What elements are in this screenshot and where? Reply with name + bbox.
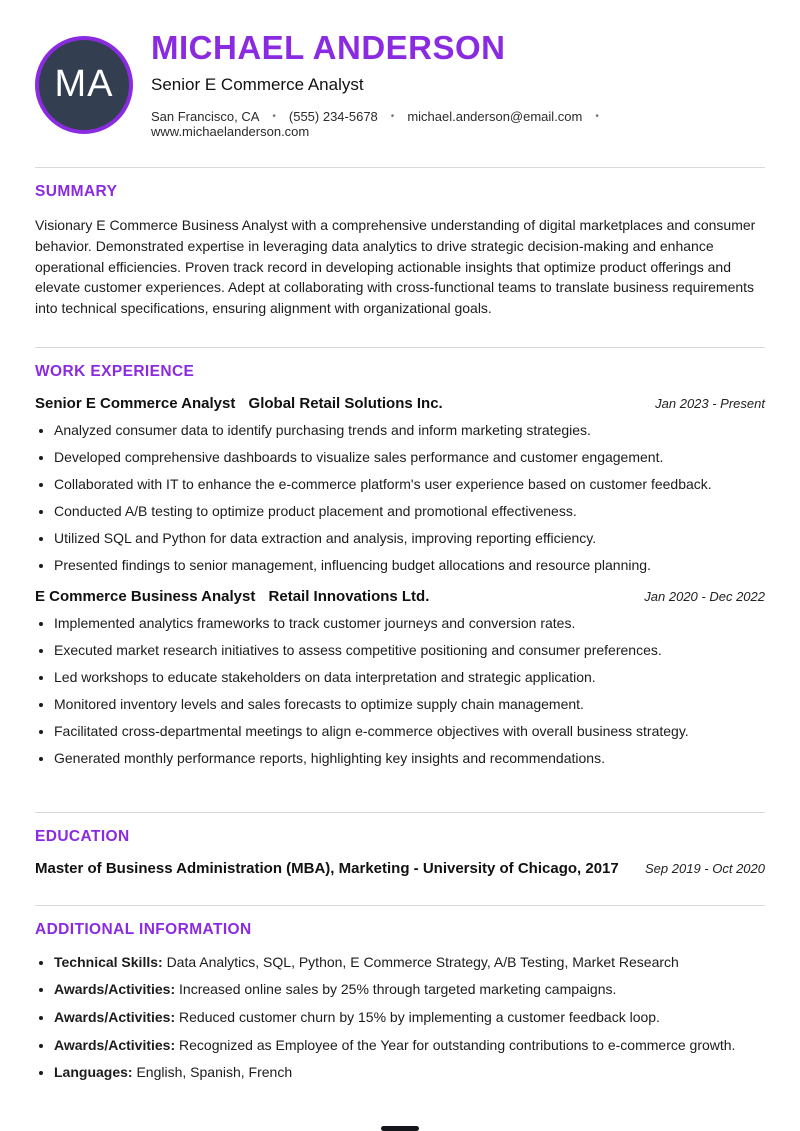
avatar-initials: MA — [54, 63, 114, 106]
job-entry — [35, 588, 765, 767]
avatar — [35, 36, 133, 134]
additional-item — [54, 953, 765, 971]
additional-information-heading: ADDITIONAL INFORMATION — [35, 920, 252, 938]
job-title-line — [35, 395, 443, 412]
bullet-item: • Monitored inventory levels and sales forecasts to optimize supply chain management. — [54, 695, 765, 713]
summary-text: Visionary E Commerce Business Analyst with a comprehensive understanding of digital marketplaces and consumer behavior. Demonstrated expertise in leveraging data analytics to drive strategic decision-making and enhance operational efficiencies. Proven track record in developing actionable insights that optimize product offerings and elevate customer experiences. Adept at collaborating with cross-functional teams to translate business requirements into technical specifications, ensuring alignment with organizational goals. — [35, 217, 756, 317]
job-role: E Commerce Business Analyst — [35, 588, 256, 606]
job-company: Retail Innovations Ltd. — [268, 588, 430, 606]
work-experience-heading: WORK EXPERIENCE — [35, 362, 195, 380]
section-divider — [35, 812, 765, 813]
separator-dot: • — [595, 111, 599, 123]
education-heading: EDUCATION — [35, 827, 130, 845]
section-divider — [35, 905, 765, 906]
education-dates: Sep 2019 - Oct 2020 — [645, 860, 765, 876]
contact-email[interactable]: michael.anderson@email.com — [407, 109, 583, 125]
additional-item-label: Technical Skills: — [54, 953, 163, 970]
bullet-item: • Led workshops to educate stakeholders on data interpretation and strategic application. — [54, 668, 765, 686]
separator-dot: • — [272, 111, 276, 123]
education-degree: Master of Business Administration (MBA), Marketing - University of Chicago, 2017 — [35, 859, 619, 877]
bullet-item: • Implemented analytics frameworks to track customer journeys and conversion rates. — [54, 614, 765, 632]
bullet-item: • Presented findings to senior management, influencing budget allocations and resource planning. — [54, 556, 765, 574]
bullet-item: • Conducted A/B testing to optimize product placement and promotional effectiveness. — [54, 502, 765, 520]
work-experience-section — [35, 347, 765, 768]
additional-item — [54, 1063, 765, 1081]
summary-heading: SUMMARY — [35, 183, 118, 201]
additional-item — [54, 980, 765, 998]
bullet-item: • Analyzed consumer data to identify purchasing trends and inform marketing strategies. — [54, 421, 765, 439]
additional-item-text: Data Analytics, SQL, Python, E Commerce Strategy, A/B Testing, Market Research — [166, 953, 679, 970]
bullet-item: • Generated monthly performance reports, highlighting key insights and recommendations. — [54, 749, 765, 767]
header-text — [151, 30, 765, 139]
job-bullet-list — [35, 421, 765, 574]
bullet-item: • Utilized SQL and Python for data extraction and analysis, improving reporting efficiency. — [54, 529, 765, 547]
additional-item-text: English, Spanish, French — [136, 1064, 293, 1081]
education-entry — [35, 860, 765, 877]
additional-information-section — [35, 905, 765, 1082]
page-bottom-marker — [381, 1126, 419, 1131]
bullet-item: • Facilitated cross-departmental meetings to align e-commerce objectives with overall business strategy. — [54, 722, 765, 740]
additional-item-text: Reduced customer churn by 15% by implementing a customer feedback loop. — [179, 1008, 660, 1025]
contact-phone: (555) 234-5678 — [288, 109, 378, 125]
job-company: Global Retail Solutions Inc. — [248, 394, 443, 412]
bullet-item: • Developed comprehensive dashboards to visualize sales performance and customer engagement. — [54, 448, 765, 466]
bullet-item: • Executed market research initiatives to assess competitive positioning and consumer preferences. — [54, 641, 765, 659]
bullet-item: • Collaborated with IT to enhance the e-commerce platform's user experience based on customer feedback. — [54, 475, 765, 493]
job-title-line — [35, 588, 429, 605]
additional-item-label: Awards/Activities: — [54, 1036, 176, 1053]
additional-item-label: Awards/Activities: — [54, 1008, 176, 1025]
additional-list — [35, 953, 765, 1082]
education-section — [35, 812, 765, 877]
contact-website[interactable]: www.michaelanderson.com — [151, 124, 310, 140]
additional-item — [54, 1008, 765, 1026]
summary-section — [35, 167, 765, 319]
contact-row — [151, 109, 765, 139]
section-divider — [35, 167, 765, 168]
additional-item-label: Awards/Activities: — [54, 981, 176, 998]
additional-item — [54, 1036, 765, 1054]
job-bullet-list — [35, 614, 765, 767]
candidate-name: MICHAEL ANDERSON — [151, 29, 506, 66]
candidate-title: Senior E Commerce Analyst — [151, 75, 364, 95]
additional-item-label: Languages: — [54, 1064, 133, 1081]
job-role: Senior E Commerce Analyst — [35, 394, 236, 412]
job-header — [35, 395, 765, 412]
separator-dot: • — [390, 111, 395, 123]
resume-header — [35, 30, 765, 139]
job-entry — [35, 395, 765, 574]
additional-item-text: Increased online sales by 25% through targeted marketing campaigns. — [179, 981, 617, 998]
section-divider — [35, 347, 765, 348]
contact-location: San Francisco, CA — [151, 109, 260, 125]
job-dates: Jan 2023 - Present — [655, 395, 765, 411]
additional-item-text: Recognized as Employee of the Year for outstanding contributions to e-commerce growth. — [179, 1036, 736, 1053]
job-header — [35, 588, 765, 605]
job-dates: Jan 2020 - Dec 2022 — [644, 589, 765, 605]
